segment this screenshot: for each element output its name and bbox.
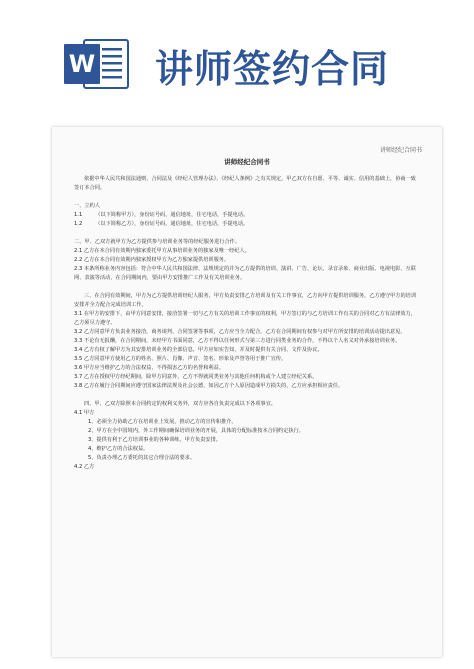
paragraph: 1.2 （以下简称乙方），身份证号码，通信地址，住宅电话，手提电话。: [74, 221, 249, 227]
list-item: 3、提供有利于乙方培训事业的各种训练，甲方负责安排。: [88, 437, 221, 443]
section-heading: 三、在合同有效期间，甲方为乙方提供培训经纪人服务，甲方负责安排乙方培训及有关工作事宜，乙方向甲方提供培训服务，乙方遵守甲方的培训安排并全力配合完成培训工作。: [74, 293, 417, 308]
paragraph: 2.2 乙方在本合同有效期内独家授权甲方为乙方独家提供培训服务。: [74, 257, 230, 263]
document-page: [52, 127, 442, 657]
paragraph: 3.5 乙方同意甲方使用乙方的姓名、照片、肖像、声音、签名、形象及声誉等用于推广宣传。: [74, 356, 287, 362]
paragraph: 3.3 不论有无报酬，在合同期间，未经甲方书面同意，乙方不得以任何形式与第三方进行同类业务的合作，不得以个人名义对外承接培训业务。: [74, 338, 401, 344]
paragraph: 3.1 在甲方的安排下，由甲方同意安排，接洽签署一切与乙方有关的培训工作事宜的权利，甲方签订的与乙方培训工作有关的合同对乙方有法律效力，乙方须尽力遵守。: [74, 311, 416, 326]
paragraph: 1.1 （以下简称甲方），身份证号码，通信地址，住宅电话，手提电话。: [74, 212, 249, 218]
paragraph: 3.2 乙方同意甲方负责业务接洽，商务谈判、合同签署等事项，乙方应当全力配合。乙方在合同期间有权参与对甲方所安排的培训活动提出意见。: [74, 329, 406, 335]
banner: [0, 0, 474, 110]
paragraph: 3.4 乙方有权了解甲方为其安排培训业务的全部信息，甲方应如实告知，并及时提供有关合同、文件及协议。: [74, 347, 323, 353]
paragraph: 依据中华人民共和国法通则、合同法及《经纪人管理办法》、《经纪人条例》之有关规定，甲乙双方在自愿、平等、诚实、信用的基础上，协商一致签订本合同。: [74, 176, 416, 191]
list-item: 4、维护乙方的合法权益。: [88, 446, 149, 452]
document-title: 讲师经纪合同书: [224, 158, 270, 166]
document-body: [74, 175, 420, 472]
list-item: 5、负责办理乙方委托的其它合理合法的要求。: [88, 455, 196, 461]
word-doc-icon: [62, 36, 130, 92]
paragraph: 3.7 乙方在授权甲方经纪期间，除甲方同意外，乙方不得就同类业务与其他任何机构或个人建立经纪关系。: [74, 374, 318, 380]
paragraph: 2.3 本条所称业务内容包括：符合中华人民共和国法律、法规规定的并为乙方提供的培训、演讲、广告、论坛、录音录象、商业出版、电视电影、互联网、表演等活动，在合同期间内，要由甲方安排推广工作及有关培训业务。: [74, 266, 416, 281]
subsection-heading: 4.1 甲方: [74, 410, 95, 416]
svg-text:W: W: [68, 50, 96, 78]
running-header: 讲师经纪合同书: [379, 147, 422, 154]
paragraph: 3.6 甲方应当维护乙方的合法权益，不得损害乙方的名誉和利益。: [74, 365, 224, 371]
list-item: 2、甲方在全中国境内，外工作期间确保培训业务的开展，具体的分配标准按本合同约定执行。: [88, 428, 304, 434]
subsection-heading: 4.2 乙方: [74, 464, 95, 470]
list-item: 1、必须全力协助乙方在培训业上发展，推动乙方的宣传和推介。: [88, 419, 237, 425]
section-heading: 二、甲、乙双方就甲方为乙方提供参与培训业务等的经纪服务进行合作。: [74, 239, 241, 245]
paragraph: 2.1 乙方在本合同有效期内独家委托甲方从事培训业务的独家及唯一经纪人。: [74, 248, 250, 254]
banner-title: 讲师签约合同: [155, 47, 390, 91]
section-heading: 四、甲、乙双方除照本合同约定的权利义务外，双方应各自负责完成以下各项事宜。: [84, 401, 276, 407]
paragraph: 3.8 乙方在履行合同期间应遵守国家法律法规及社会公德，如因乙方个人原因造成甲方损失的，乙方应承担相应责任。: [74, 383, 344, 389]
section-heading: 一、立约人: [74, 203, 100, 209]
